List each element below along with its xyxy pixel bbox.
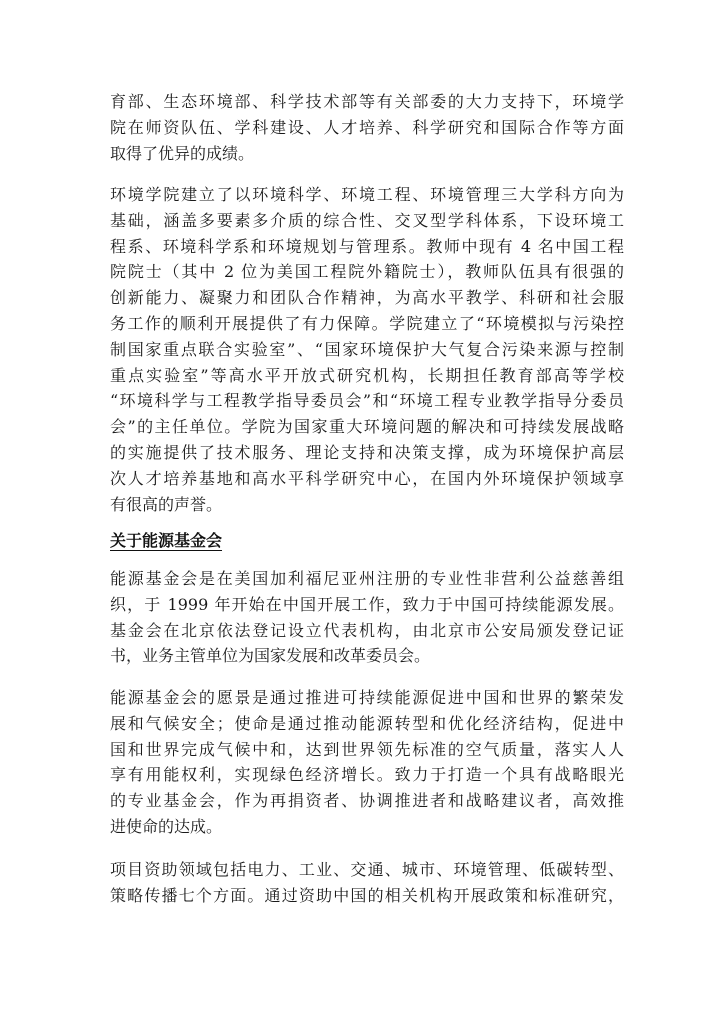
text-line: 务工作的顺利开展提供了有力保障。学院建立了“环境模拟与污染控 bbox=[110, 313, 624, 333]
paragraph-foundation-intro bbox=[110, 566, 624, 669]
section-heading: 关于能源基金会 bbox=[110, 531, 223, 550]
text-line: 有很高的声誉。 bbox=[110, 494, 223, 514]
text-line: 进使命的达成。 bbox=[110, 816, 223, 836]
text-line: 策略传播七个方面。通过资助中国的相关机构开展政策和标准研究， bbox=[110, 885, 624, 905]
text-line: 享有用能权利，实现绿色经济增长。致力于打造一个具有战略眼光 bbox=[110, 765, 624, 785]
text-line: 项目资助领域包括电力、工业、交通、城市、环境管理、低碳转型、 bbox=[110, 860, 624, 879]
text-line: 书，业务主管单位为国家发展和改革委员会。 bbox=[110, 646, 431, 666]
text-line: 院在师资队伍、学科建设、人才培养、科学研究和国际合作等方面 bbox=[110, 117, 624, 137]
paragraph-school-achievements bbox=[110, 89, 624, 166]
text-line: 重点实验室”等高水平开放式研究机构，长期担任教育部高等学校 bbox=[110, 365, 624, 385]
paragraph-school-overview bbox=[110, 182, 624, 517]
paragraph-foundation-areas bbox=[110, 857, 624, 909]
text-line: 环境学院建立了以环境科学、环境工程、环境管理三大学科方向为 bbox=[110, 185, 624, 204]
text-line: 院院士（其中 2 位为美国工程院外籍院士），教师队伍具有很强的 bbox=[110, 262, 624, 282]
text-line: 织，于 1999 年开始在中国开展工作，致力于中国可持续能源发展。 bbox=[110, 594, 624, 614]
text-line: 的专业基金会，作为再捐资者、协调推进者和战略建议者，高效推 bbox=[110, 791, 624, 811]
text-line: 能源基金会是在美国加利福尼亚州注册的专业性非营利公益慈善组 bbox=[110, 569, 624, 588]
text-line: 的实施提供了技术服务、理论支持和决策支撑，成为环境保护高层 bbox=[110, 442, 624, 462]
text-line: 育部、生态环境部、科学技术部等有关部委的大力支持下，环境学 bbox=[110, 92, 624, 111]
text-line: 基金会在北京依法登记设立代表机构，由北京市公安局颁发登记证 bbox=[110, 620, 624, 640]
text-line: 创新能力、凝聚力和团队合作精神，为高水平教学、科研和社会服 bbox=[110, 288, 624, 308]
text-line: 展和气候安全；使命是通过推动能源转型和优化经济结构，促进中 bbox=[110, 713, 624, 733]
text-line: 取得了优异的成绩。 bbox=[110, 143, 255, 163]
text-line: 程系、环境科学系和环境规划与管理系。教师中现有 4 名中国工程 bbox=[110, 236, 624, 256]
text-line: 基础，涵盖多要素多介质的综合性、交叉型学科体系，下设环境工 bbox=[110, 210, 624, 230]
text-line: “环境科学与工程教学指导委员会”和“环境工程专业教学指导分委员 bbox=[110, 391, 624, 411]
text-line: 次人才培养基地和高水平科学研究中心，在国内外环境保护领域享 bbox=[110, 468, 624, 488]
paragraph-foundation-vision bbox=[110, 685, 624, 840]
text-line: 能源基金会的愿景是通过推进可持续能源促进中国和世界的繁荣发 bbox=[110, 688, 624, 707]
text-line: 制国家重点联合实验室”、“国家环境保护大气复合污染来源与控制 bbox=[110, 339, 624, 359]
text-line: 国和世界完成气候中和，达到世界领先标准的空气质量，落实人人 bbox=[110, 739, 624, 759]
text-line: 会”的主任单位。学院为国家重大环境问题的解决和可持续发展战略 bbox=[110, 417, 624, 437]
